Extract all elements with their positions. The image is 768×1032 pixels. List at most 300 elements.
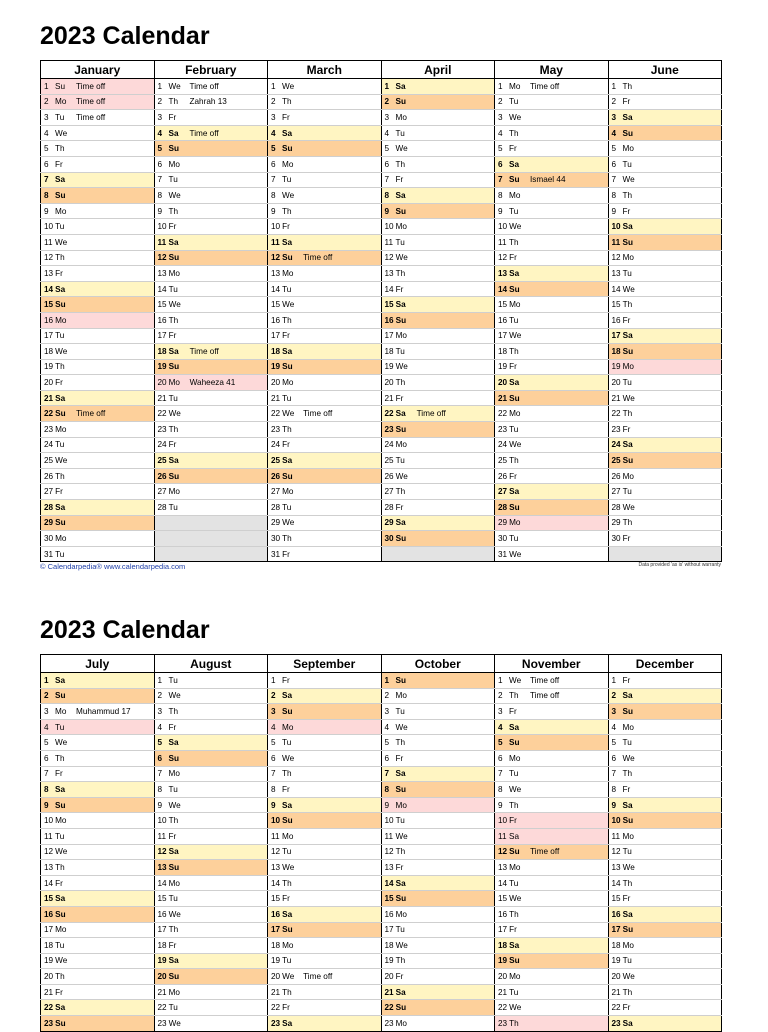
weekday: Sa	[168, 956, 179, 966]
weekday: Th	[395, 159, 406, 169]
day-number: 16	[611, 315, 621, 325]
day-cell	[268, 390, 382, 406]
day-number: 25	[271, 456, 281, 466]
day-cell	[495, 422, 609, 438]
day-note: Time off	[416, 409, 446, 419]
day-number: 9	[44, 800, 49, 810]
day-number: 4	[271, 722, 276, 732]
day-cell	[495, 203, 609, 219]
weekday: Sa	[55, 1003, 66, 1013]
day-row	[41, 110, 722, 126]
day-cell	[381, 673, 495, 689]
empty-cell	[608, 546, 722, 562]
day-number: 18	[611, 940, 621, 950]
day-cell	[154, 1016, 268, 1032]
weekday: Su	[168, 362, 180, 372]
day-cell	[495, 1000, 609, 1016]
day-number: 8	[498, 784, 503, 794]
day-number: 22	[271, 1003, 281, 1013]
day-cell	[495, 797, 609, 813]
day-note: Time off	[303, 253, 333, 263]
day-cell	[381, 328, 495, 344]
day-number: 8	[271, 190, 276, 200]
day-cell	[154, 312, 268, 328]
day-number: 1	[611, 675, 617, 685]
day-cell	[495, 688, 609, 704]
day-cell	[495, 328, 609, 344]
weekday: Mo	[509, 190, 521, 200]
weekday: Sa	[168, 237, 179, 247]
day-number: 5	[157, 738, 163, 748]
weekday: Su	[395, 784, 406, 794]
day-number: 10	[157, 222, 167, 232]
day-number: 24	[384, 440, 394, 450]
day-number: 23	[157, 1018, 167, 1028]
day-row	[41, 688, 722, 704]
day-number: 15	[611, 300, 621, 310]
day-number: 7	[611, 175, 617, 185]
day-cell	[381, 390, 495, 406]
day-cell	[495, 704, 609, 720]
day-number: 27	[384, 487, 394, 497]
day-cell	[41, 704, 155, 720]
day-number: 15	[384, 300, 394, 310]
day-number: 8	[157, 190, 163, 200]
weekday: Su	[395, 97, 406, 107]
day-row	[41, 297, 722, 313]
day-cell	[381, 844, 495, 860]
day-number: 22	[157, 1003, 167, 1013]
day-cell	[41, 188, 155, 204]
weekday: Tu	[282, 738, 292, 748]
month-header: March	[268, 61, 382, 79]
day-cell	[495, 546, 609, 562]
day-number: 5	[498, 738, 503, 748]
day-cell	[154, 94, 268, 110]
day-number: 18	[44, 940, 54, 950]
weekday: We	[282, 409, 295, 419]
day-cell	[381, 141, 495, 157]
day-cell	[154, 813, 268, 829]
weekday: Th	[395, 268, 406, 278]
day-cell	[154, 906, 268, 922]
day-row	[41, 875, 722, 891]
day-cell	[381, 531, 495, 547]
day-cell	[41, 406, 155, 422]
day-number: 26	[157, 471, 167, 481]
day-cell	[381, 813, 495, 829]
day-number: 11	[44, 237, 53, 247]
weekday: Tu	[622, 956, 632, 966]
empty-cell	[154, 531, 268, 547]
day-cell	[381, 297, 495, 313]
weekday: Mo	[395, 112, 407, 122]
day-number: 2	[271, 97, 276, 107]
day-cell	[41, 250, 155, 266]
day-row	[41, 673, 722, 689]
day-cell	[495, 938, 609, 954]
weekday: Tu	[55, 722, 65, 732]
copyright-link[interactable]: © Calendarpedia® www.calendarpedia.com	[40, 562, 186, 572]
day-number: 14	[498, 878, 508, 888]
weekday: Fr	[168, 831, 177, 841]
day-cell	[608, 172, 722, 188]
weekday: We	[168, 691, 181, 701]
month-header: June	[608, 61, 722, 79]
calendar-table	[40, 60, 722, 562]
day-number: 3	[498, 112, 503, 122]
day-cell	[495, 172, 609, 188]
day-cell	[381, 875, 495, 891]
weekday: Mo	[622, 940, 634, 950]
day-row	[41, 922, 722, 938]
weekday: Fr	[168, 940, 177, 950]
day-row	[41, 938, 722, 954]
day-number: 15	[44, 894, 54, 904]
month-header: February	[154, 61, 268, 79]
day-cell	[608, 922, 722, 938]
day-number: 7	[271, 175, 276, 185]
day-cell	[268, 673, 382, 689]
day-cell	[154, 422, 268, 438]
day-cell	[608, 250, 722, 266]
weekday: We	[168, 409, 181, 419]
day-number: 18	[498, 346, 508, 356]
day-cell	[41, 735, 155, 751]
weekday: Fr	[509, 253, 517, 263]
day-cell	[608, 875, 722, 891]
weekday: Su	[395, 1003, 407, 1013]
day-cell	[381, 79, 495, 95]
weekday: Fr	[55, 878, 63, 888]
day-note: Time off	[189, 81, 219, 91]
weekday: Fr	[509, 144, 517, 154]
day-number: 15	[157, 894, 167, 904]
day-row	[41, 531, 722, 547]
day-number: 17	[157, 331, 167, 341]
day-number: 7	[498, 769, 503, 779]
weekday: Tu	[509, 424, 519, 434]
day-cell	[268, 406, 382, 422]
weekday: Tu	[282, 175, 292, 185]
weekday: Tu	[55, 112, 65, 122]
weekday: Su	[55, 691, 66, 701]
day-cell	[268, 344, 382, 360]
day-row	[41, 156, 722, 172]
day-number: 23	[498, 424, 508, 434]
day-number: 9	[611, 206, 617, 216]
weekday: Tu	[622, 847, 632, 857]
day-number: 19	[44, 362, 54, 372]
weekday: Su	[622, 706, 633, 716]
day-number: 24	[611, 440, 621, 450]
day-cell	[268, 844, 382, 860]
weekday: Mo	[55, 706, 67, 716]
day-number: 16	[271, 909, 281, 919]
day-cell	[268, 546, 382, 562]
day-cell	[608, 938, 722, 954]
day-number: 22	[498, 1003, 508, 1013]
day-number: 27	[611, 487, 621, 497]
day-cell	[608, 735, 722, 751]
weekday: Tu	[395, 237, 405, 247]
calendar-table	[40, 654, 722, 1032]
weekday: Sa	[282, 691, 293, 701]
day-number: 3	[271, 706, 276, 716]
day-cell	[268, 468, 382, 484]
weekday: We	[509, 112, 522, 122]
day-number: 14	[611, 878, 621, 888]
weekday: Mo	[282, 831, 294, 841]
day-number: 13	[271, 268, 281, 278]
day-number: 2	[157, 691, 163, 701]
day-number: 11	[44, 831, 53, 841]
day-cell	[495, 515, 609, 531]
day-number: 21	[157, 393, 167, 403]
day-cell	[41, 813, 155, 829]
day-cell	[608, 813, 722, 829]
weekday: Th	[55, 362, 65, 372]
weekday: Fr	[55, 487, 63, 497]
weekday: Mo	[509, 300, 521, 310]
day-cell	[495, 94, 609, 110]
day-cell	[268, 110, 382, 126]
day-cell	[154, 125, 268, 141]
weekday: We	[55, 346, 68, 356]
day-number: 24	[157, 440, 167, 450]
day-number: 13	[44, 268, 54, 278]
day-cell	[381, 437, 495, 453]
weekday: Sa	[622, 112, 633, 122]
day-number: 12	[498, 253, 508, 263]
day-cell	[608, 750, 722, 766]
weekday: Fr	[509, 362, 517, 372]
day-number: 22	[384, 1003, 394, 1013]
day-cell	[41, 156, 155, 172]
day-cell	[154, 219, 268, 235]
day-cell	[381, 906, 495, 922]
day-number: 9	[384, 800, 390, 810]
day-number: 12	[157, 847, 167, 857]
weekday: Mo	[55, 816, 67, 826]
weekday: Mo	[395, 222, 407, 232]
day-cell	[41, 359, 155, 375]
day-cell	[154, 688, 268, 704]
day-number: 10	[384, 816, 394, 826]
day-cell	[381, 782, 495, 798]
day-cell	[268, 94, 382, 110]
day-cell	[608, 860, 722, 876]
day-number: 12	[611, 847, 621, 857]
day-number: 14	[384, 284, 394, 294]
weekday: Th	[395, 378, 406, 388]
weekday: Tu	[509, 97, 519, 107]
weekday: Su	[509, 393, 520, 403]
day-cell	[268, 891, 382, 907]
weekday: Fr	[282, 440, 290, 450]
day-number: 19	[384, 362, 394, 372]
weekday: Fr	[622, 315, 631, 325]
day-number: 20	[271, 972, 281, 982]
day-number: 12	[157, 253, 167, 263]
day-note: Time off	[76, 81, 106, 91]
weekday: Th	[509, 1018, 519, 1028]
day-number: 17	[157, 925, 167, 935]
weekday: Su	[395, 424, 407, 434]
day-cell	[608, 437, 722, 453]
weekday: Th	[622, 769, 633, 779]
weekday: Su	[282, 253, 293, 263]
day-number: 16	[384, 909, 394, 919]
day-number: 27	[44, 487, 54, 497]
day-note: Time off	[189, 128, 219, 138]
day-number: 4	[157, 722, 163, 732]
day-number: 8	[44, 190, 49, 200]
day-cell	[154, 766, 268, 782]
weekday: Sa	[282, 909, 293, 919]
day-cell	[41, 1000, 155, 1016]
weekday: Mo	[282, 722, 294, 732]
day-cell	[41, 782, 155, 798]
day-number: 9	[384, 206, 390, 216]
weekday: Su	[509, 956, 520, 966]
day-cell	[608, 390, 722, 406]
day-number: 19	[498, 362, 508, 372]
weekday: Su	[622, 816, 634, 826]
day-number: 1	[44, 81, 49, 91]
day-number: 9	[44, 206, 49, 216]
day-cell	[381, 515, 495, 531]
day-cell	[154, 250, 268, 266]
day-cell	[495, 234, 609, 250]
weekday: Th	[395, 956, 406, 966]
day-number: 10	[44, 816, 54, 826]
weekday: Sa	[395, 300, 406, 310]
month-header: October	[381, 655, 495, 673]
day-cell	[495, 484, 609, 500]
day-cell	[268, 500, 382, 516]
day-row	[41, 484, 722, 500]
day-cell	[41, 922, 155, 938]
weekday: Tu	[282, 393, 292, 403]
day-cell	[41, 719, 155, 735]
weekday: We	[282, 862, 295, 872]
day-number: 14	[271, 284, 281, 294]
month-header: January	[41, 61, 155, 79]
weekday: Fr	[622, 424, 631, 434]
weekday: Fr	[395, 393, 404, 403]
day-note: Time off	[76, 112, 106, 122]
day-cell	[41, 969, 155, 985]
day-number: 24	[271, 440, 281, 450]
day-cell	[41, 797, 155, 813]
day-cell	[381, 969, 495, 985]
weekday: Mo	[168, 159, 180, 169]
day-cell	[268, 828, 382, 844]
day-cell	[268, 250, 382, 266]
weekday: Mo	[509, 518, 521, 528]
weekday: Th	[622, 409, 633, 419]
day-cell	[41, 484, 155, 500]
day-number: 27	[157, 487, 167, 497]
weekday: Su	[282, 706, 293, 716]
weekday: Su	[395, 534, 407, 544]
day-row	[41, 844, 722, 860]
weekday: Mo	[395, 800, 407, 810]
weekday: Sa	[509, 831, 520, 841]
day-cell	[268, 437, 382, 453]
weekday: Su	[282, 816, 293, 826]
day-number: 5	[384, 738, 390, 748]
weekday: Mo	[395, 909, 407, 919]
day-cell	[41, 110, 155, 126]
weekday: Mo	[509, 409, 521, 419]
day-number: 17	[384, 331, 394, 341]
day-cell	[268, 719, 382, 735]
weekday: We	[622, 502, 635, 512]
day-cell	[495, 531, 609, 547]
weekday: Su	[55, 518, 66, 528]
month-header: November	[495, 655, 609, 673]
weekday: Th	[55, 753, 65, 763]
day-row	[41, 312, 722, 328]
day-cell	[381, 735, 495, 751]
weekday: Fr	[168, 222, 177, 232]
day-cell	[495, 953, 609, 969]
weekday: We	[168, 190, 181, 200]
day-number: 22	[44, 409, 54, 419]
day-cell	[495, 406, 609, 422]
day-number: 31	[271, 549, 281, 559]
empty-cell	[381, 546, 495, 562]
day-cell	[154, 110, 268, 126]
day-number: 3	[157, 112, 163, 122]
day-number: 1	[384, 81, 390, 91]
day-number: 17	[384, 925, 394, 935]
weekday: Tu	[282, 956, 292, 966]
day-number: 3	[611, 706, 617, 716]
weekday: Tu	[509, 769, 519, 779]
day-cell	[268, 938, 382, 954]
day-cell	[41, 688, 155, 704]
weekday: Sa	[622, 909, 633, 919]
day-row	[41, 546, 722, 562]
day-number: 19	[611, 956, 621, 966]
day-cell	[495, 125, 609, 141]
weekday: Sa	[395, 518, 406, 528]
weekday: Sa	[622, 222, 633, 232]
day-cell	[268, 813, 382, 829]
day-cell	[268, 1000, 382, 1016]
day-number: 13	[498, 268, 508, 278]
day-number: 10	[271, 222, 281, 232]
day-cell	[495, 969, 609, 985]
day-number: 11	[498, 237, 507, 247]
day-number: 1	[157, 675, 163, 685]
day-number: 5	[271, 144, 276, 154]
day-number: 3	[157, 706, 163, 716]
weekday: We	[55, 128, 68, 138]
day-row	[41, 79, 722, 95]
day-cell	[268, 156, 382, 172]
day-row	[41, 250, 722, 266]
day-number: 5	[44, 144, 49, 154]
day-cell	[495, 922, 609, 938]
weekday: Tu	[395, 456, 405, 466]
weekday: Mo	[395, 440, 407, 450]
day-number: 14	[384, 878, 394, 888]
day-cell	[268, 969, 382, 985]
